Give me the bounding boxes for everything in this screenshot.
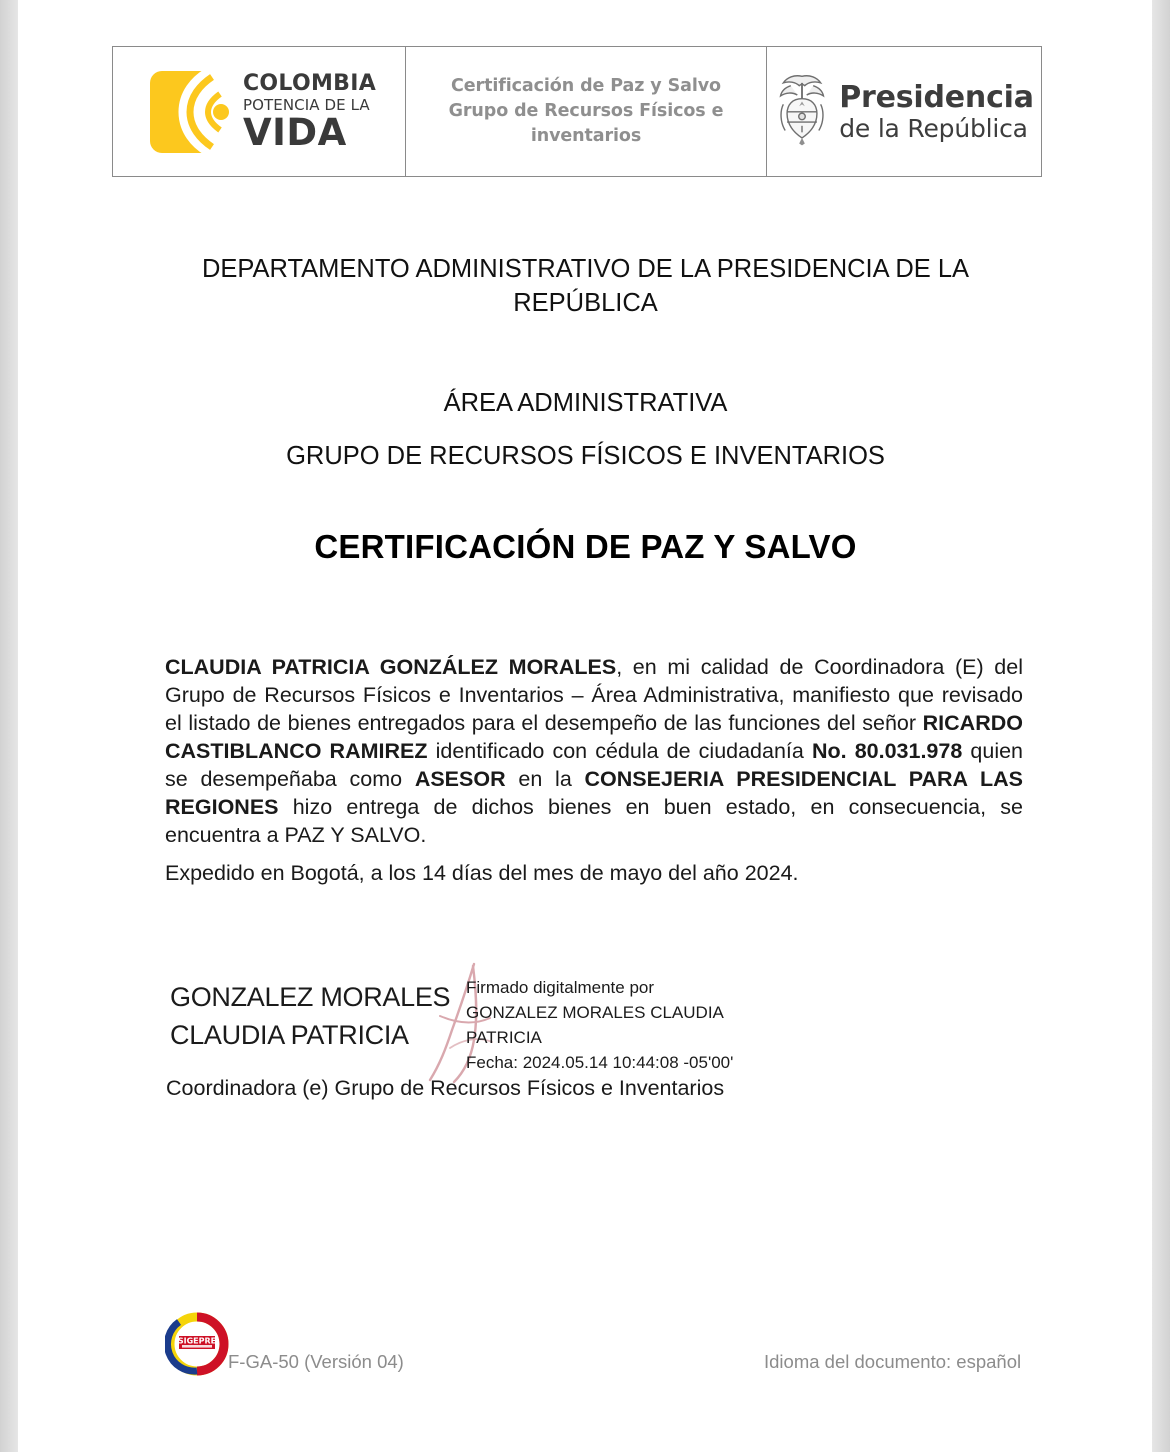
- colombia-wordmark-line1: COLOMBIA: [242, 70, 377, 96]
- viewer-left-edge: [0, 0, 18, 1452]
- colombia-logo: [142, 69, 376, 155]
- position-title: ASESOR: [414, 766, 506, 791]
- employee-name: RICARDO CASTIBLANCO RAMIREZ: [165, 710, 1023, 763]
- colombia-wordmark-line3: VIDA: [242, 110, 347, 154]
- header-cell-colombia-logo: [113, 47, 406, 176]
- colombia-logo-wordmark: [242, 70, 377, 154]
- colombia-coat-of-arms-icon: [774, 70, 830, 153]
- paragraph-segment-5: hizo entrega de dichos bienes en buen estado, en consecuencia, se encuentra a PAZ Y SALVO.: [165, 794, 1023, 847]
- footer-form-code: F-GA-50 (Versión 04): [228, 1351, 404, 1372]
- digital-signature-name-line2: PATRICIA: [466, 1027, 542, 1047]
- colombia-brand-icon: [142, 69, 234, 155]
- issuance-line: Expedido en Bogotá, a los 14 días del mes de mayo del año 2024.: [165, 861, 799, 885]
- presidencia-logo: [774, 70, 1034, 153]
- paragraph-segment-2: identificado con cédula de ciudadanía: [427, 738, 812, 763]
- digital-signature-date: Fecha: 2024.05.14 10:44:08 -05'00': [466, 1052, 734, 1072]
- signature-role: Coordinadora (e) Grupo de Recursos Físicos e Inventarios: [166, 1076, 725, 1100]
- digital-signature-label: Firmado digitalmente por: [466, 978, 655, 997]
- department-name: CONSEJERIA PRESIDENCIAL PARA LAS REGIONES: [165, 766, 1023, 819]
- sigepre-logo-icon: [165, 1312, 229, 1376]
- group-heading: GRUPO DE RECURSOS FÍSICOS E INVENTARIOS: [286, 442, 885, 470]
- organization-heading: DEPARTAMENTO ADMINISTRATIVO DE LA PRESIDENCIA DE LA REPÚBLICA: [201, 255, 970, 318]
- paragraph-segment-1: , en mi calidad de Coordinadora (E) del Grupo de Recursos Físicos e Inventarios – Área Administrativa, manifiesto que revisado el listado de bienes entregados para el desempeño de las funciones del señor: [165, 655, 1024, 735]
- document-header-table: [112, 46, 1042, 177]
- header-title-text: Certificación de Paz y Salvo Grupo de Recursos Físicos e inventarios: [448, 76, 724, 146]
- document-page: [18, 0, 1152, 1452]
- presidencia-wordmark: [839, 79, 1034, 143]
- colombia-wordmark-line2: POTENCIA DE LA: [242, 95, 370, 114]
- digital-signature-details: [466, 976, 886, 1076]
- certification-paragraph: [165, 654, 1023, 850]
- svg-text:SIGEPRE: SIGEPRE: [177, 1336, 217, 1346]
- document-footer: [18, 1310, 1152, 1400]
- presidencia-wordmark-line2: de la República: [839, 113, 1028, 143]
- header-cell-presidencia-logo: [767, 47, 1041, 176]
- signature-name-line2: CLAUDIA PATRICIA: [170, 1020, 409, 1051]
- signature-name-line1: GONZALEZ MORALES: [170, 982, 451, 1012]
- header-cell-title: [406, 47, 767, 176]
- id-number: No. 80.031.978: [811, 738, 963, 763]
- viewer-right-edge: [1152, 0, 1170, 1452]
- paragraph-segment-3: quien se desempeñaba como: [165, 738, 1024, 791]
- signer-name: CLAUDIA PATRICIA GONZÁLEZ MORALES: [165, 655, 617, 679]
- digital-signature-name-line1: GONZALEZ MORALES CLAUDIA: [466, 1002, 724, 1022]
- footer-language: Idioma del documento: español: [764, 1351, 1022, 1372]
- presidencia-wordmark-line1: Presidencia: [839, 79, 1034, 115]
- signature-name: [170, 978, 470, 1055]
- signature-block: [158, 968, 1058, 1098]
- area-heading: ÁREA ADMINISTRATIVA: [443, 389, 728, 417]
- paragraph-segment-4: en la: [505, 766, 585, 791]
- page-title: CERTIFICACIÓN DE PAZ Y SALVO: [314, 528, 857, 565]
